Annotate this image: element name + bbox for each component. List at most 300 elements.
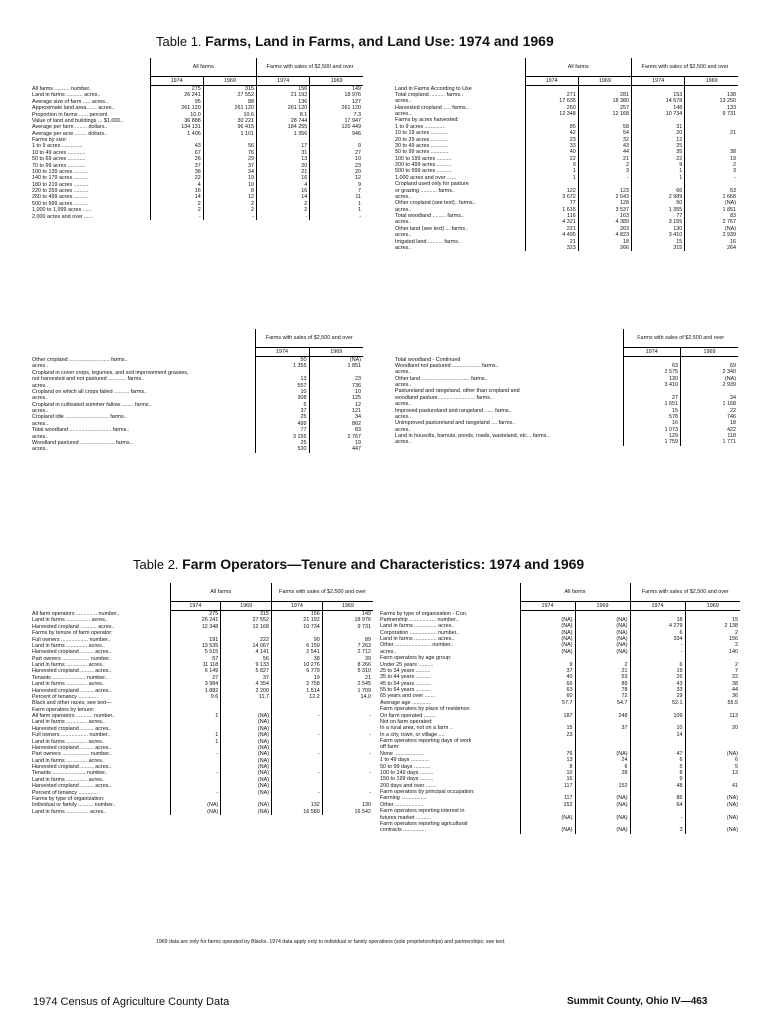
cell-value: 1 651 — [623, 401, 681, 407]
cell-value: 9 — [310, 143, 363, 149]
cell-value: 53 — [575, 674, 630, 680]
cell-value: 89 — [322, 637, 373, 643]
row-label: Average per acre ........ dollars.. — [32, 130, 108, 137]
cell-value: 9 — [310, 182, 363, 188]
row-label: Under 25 years .......... — [380, 661, 434, 668]
row-label: 100 to 139 acres .......... — [32, 168, 89, 175]
t2-y1969-b: 1969 — [322, 602, 373, 611]
cell-value: 2 712 — [322, 649, 373, 655]
cell-value: 2 939 — [681, 382, 739, 388]
row-label: Cropland on which all crops failed .......... farms.. — [32, 388, 148, 395]
cell-value: 128 — [578, 200, 631, 206]
row-label: Farm operators by place of residence: — [380, 706, 471, 713]
table-row — [30, 357, 363, 364]
cell-value: 21 — [685, 130, 738, 136]
cell-value: 27 — [170, 675, 221, 681]
t1r-hdr-sales: Farms with sales of $2,500 and over — [632, 58, 739, 77]
cell-value: 130 — [623, 376, 681, 382]
cell-value: 9 731 — [685, 111, 738, 117]
cell-value: 27 552 — [203, 92, 256, 98]
cell-value: 38 — [272, 656, 323, 662]
cell-value: 26 241 — [170, 617, 221, 623]
cell-value: 20 — [632, 130, 685, 136]
row-label: Woodland not pastured ................... farms.. — [395, 362, 499, 369]
cell-value: 248 — [575, 713, 630, 719]
row-label: Percent of tenancy ............. — [32, 789, 98, 796]
cell-value: 132 — [272, 802, 323, 808]
cell-value: 53 — [685, 188, 738, 194]
row-label: Harvested cropland ......... acres.. — [32, 649, 112, 656]
cell-value: 16 — [520, 776, 575, 782]
cell-value: 6 779 — [272, 668, 323, 674]
cell-value: (NA) — [221, 764, 272, 770]
cell-value: 56 — [221, 656, 272, 662]
cell-value: 946 — [310, 131, 363, 137]
cell-value: (NA) — [221, 732, 272, 738]
cell-value: 13 — [685, 770, 740, 776]
cell-value: 22 — [150, 175, 203, 181]
cell-value: 163 — [578, 213, 631, 219]
table1-upper-left — [30, 58, 363, 220]
row-label: 50 to 99 days ........... — [380, 763, 431, 770]
row-label: In a city, town, or village .... — [380, 731, 445, 738]
row-label: 1,000 acres and over ...... — [395, 174, 457, 181]
cell-value: 578 — [623, 414, 681, 420]
table1-lower-right — [393, 329, 738, 446]
row-label: 500 to 999 acres .......... — [32, 200, 89, 207]
cell-value: 1 — [310, 201, 363, 207]
cell-value: 9 — [525, 162, 578, 168]
cell-value: 69 — [681, 363, 739, 369]
cell-value: 36 — [685, 693, 740, 699]
cell-value: 37 — [203, 163, 256, 169]
cell-value: 15 — [623, 408, 681, 414]
cell-value: 11 — [310, 194, 363, 200]
cell-value: 57.7 — [520, 700, 575, 706]
cell-value: 156 — [272, 611, 323, 618]
cell-value: - — [170, 770, 221, 776]
cell-value: 3 — [685, 168, 738, 174]
cell-value: 257 — [578, 105, 631, 111]
table2-heading: Farm Operators—Tenure and Characteristics: 1974 and 1969 — [182, 556, 585, 572]
row-label: Land in farms .............. acres.. — [32, 642, 105, 649]
row-label: acres.. — [32, 446, 49, 453]
cell-value: 37 — [221, 675, 272, 681]
cell-value: (NA) — [520, 642, 575, 648]
t1ll-y1969: 1969 — [309, 348, 363, 357]
table-row — [30, 446, 363, 452]
cell-value: 10.0 — [150, 112, 203, 118]
cell-value: (NA) — [685, 802, 740, 808]
row-label: Harvested cropland ......... acres.. — [32, 764, 112, 770]
cell-value: 35 — [632, 149, 685, 155]
cell-value: 22 — [525, 156, 578, 162]
row-label: 150 to 199 days ......... — [380, 776, 434, 783]
cell-value: - — [170, 790, 221, 796]
cell-value: 1 — [525, 175, 578, 181]
cell-value: 14 067 — [221, 643, 272, 649]
cell-value: 3 537 — [578, 207, 631, 213]
cell-value: 19 — [309, 440, 363, 446]
cell-value: (NA) — [221, 713, 272, 719]
cell-value: 2 — [203, 201, 256, 207]
footer-left: 1974 Census of Agriculture County Data — [33, 996, 230, 1008]
row-label: or grazing ........... farms.. — [395, 187, 455, 194]
cell-value: - — [272, 732, 323, 738]
cell-value: 14 678 — [632, 98, 685, 104]
cell-value: 148 — [632, 105, 685, 111]
cell-value: 29 — [630, 693, 685, 699]
table2-title — [133, 556, 584, 572]
cell-value: 3 155 — [632, 219, 685, 225]
cell-value: (NA) — [575, 617, 630, 623]
table-row — [393, 439, 738, 445]
cell-value: 12 348 — [525, 111, 578, 117]
row-label: Total woodland ......... farms.. — [395, 213, 464, 219]
row-label: acres.. — [32, 363, 49, 370]
cell-value: 130 — [632, 226, 685, 232]
cell-value: (NA) — [575, 751, 630, 757]
cell-value: - — [630, 649, 685, 655]
cell-value: 222 — [221, 637, 272, 643]
row-label: Average age ............. — [380, 699, 432, 706]
cell-value: 138 — [685, 92, 738, 98]
t1-y1969-b: 1969 — [310, 77, 363, 86]
cell-value: 187 — [520, 713, 575, 719]
row-label: All farm operators .............. number.. — [32, 610, 120, 617]
row-label: 50 to 99 acres ............ — [395, 149, 449, 156]
cell-value: 4 141 — [221, 649, 272, 655]
row-label: Value of land and buildings ... $1,000.. — [32, 117, 124, 124]
row-label: 65 years and over ....... — [380, 693, 436, 700]
cell-value: 1 — [632, 175, 685, 181]
cell-value: 261 120 — [150, 105, 203, 111]
cell-value: 64 — [630, 802, 685, 808]
cell-value: 315 — [203, 86, 256, 93]
row-label: Land in farms .............. acres.. — [32, 681, 105, 688]
row-label: 70 to 99 acres ............ — [32, 162, 86, 169]
cell-value: 8 — [520, 764, 575, 770]
cell-value: 2 — [575, 662, 630, 668]
cell-value: 261 120 — [203, 105, 256, 111]
cell-value: 6 149 — [170, 668, 221, 674]
cell-value: 38 — [150, 169, 203, 175]
cell-value: 3 984 — [170, 681, 221, 687]
cell-value: 12 — [203, 194, 256, 200]
row-label: 50 to 69 acres ............ — [32, 156, 86, 163]
cell-value: 1 668 — [685, 194, 738, 200]
cell-value: 1 771 — [681, 439, 739, 445]
row-label: Farms by tenure of farm operator: — [32, 630, 113, 637]
cell-value: 66 — [520, 681, 575, 687]
cell-value: 13 — [520, 757, 575, 763]
row-label: Other cropland (see text).. farms.. — [395, 200, 476, 207]
row-label: Not on farm operated: — [380, 718, 433, 725]
cell-value: 12 — [632, 137, 685, 143]
cell-value: 1 851 — [685, 207, 738, 213]
t2r-hdr-sales: Farms with sales of $2,500 and over — [630, 583, 740, 602]
cell-value: 14 — [150, 194, 203, 200]
cell-value: 54.7 — [575, 700, 630, 706]
t2-hdr-sales: Farms with sales of $2,500 and over — [272, 583, 374, 602]
cell-value: 4 — [150, 182, 203, 188]
cell-value: 2 — [257, 207, 310, 213]
cell-value: 50 — [632, 200, 685, 206]
cell-value: 16 — [150, 188, 203, 194]
cell-value: 10 — [520, 770, 575, 776]
t1-hdr-sales: Farms with sales of $2,500 and over — [257, 58, 364, 77]
row-label: not harvested and not pastured ............ farms.. — [32, 376, 145, 383]
cell-value: 72 — [575, 693, 630, 699]
cell-value: 557 — [255, 383, 309, 389]
cell-value: 15 — [520, 725, 575, 731]
cell-value: 6 — [575, 764, 630, 770]
cell-value: 281 — [578, 92, 631, 98]
row-label: Land in farms .............. acres.. — [32, 719, 105, 726]
row-label: Total woodland - Continued — [395, 356, 461, 363]
cell-value: 21 — [575, 668, 630, 674]
cell-value: 41 — [685, 783, 740, 789]
cell-value: 221 — [525, 226, 578, 232]
cell-value: 334 — [630, 636, 685, 642]
row-label: Land in farms .............. acres.. — [32, 757, 105, 764]
cell-value: (NA) — [685, 751, 740, 757]
row-label: None .................... — [380, 750, 425, 757]
cell-value: 6 — [630, 662, 685, 668]
row-label: Farms by acres harvested: — [395, 117, 459, 124]
cell-value: (NA) — [520, 636, 575, 642]
cell-value: 109 — [630, 713, 685, 719]
row-label: Other ........................ number.. — [380, 642, 454, 649]
cell-value: (NA) — [520, 617, 575, 623]
row-label: Harvested cropland ......... acres.. — [32, 725, 112, 732]
cell-value: 3 — [578, 168, 631, 174]
cell-value: 7 — [685, 668, 740, 674]
cell-value: 2 200 — [221, 688, 272, 694]
cell-value: 3 672 — [525, 194, 578, 200]
cell-value: 21 — [578, 156, 631, 162]
row-label: Average size of farm ..... acres.. — [32, 98, 108, 105]
cell-value: 1 851 — [309, 363, 363, 369]
row-label: Harvested cropland ..... farms.. — [395, 104, 469, 111]
row-label: acres.. — [32, 433, 49, 440]
cell-value: 16 580 — [272, 809, 323, 815]
cell-value: 13 — [257, 156, 310, 162]
t2-hdr-all: All farms — [170, 583, 272, 602]
cell-value: (NA) — [221, 726, 272, 732]
table1-heading: Farms, Land in Farms, and Land Use: 1974 and 1969 — [205, 33, 554, 49]
cell-value: (NA) — [221, 751, 272, 757]
cell-value: 13 535 — [170, 643, 221, 649]
cell-value: 54 — [578, 130, 631, 136]
cell-value: 83 — [685, 213, 738, 219]
cell-value: 48 — [630, 783, 685, 789]
cell-value: 1 356 — [257, 131, 310, 137]
cell-value: 5 827 — [221, 668, 272, 674]
table-row — [30, 86, 363, 93]
row-label: 35 to 44 years .......... — [380, 674, 431, 681]
cell-value: 5 515 — [170, 649, 221, 655]
cell-value: 37 — [255, 408, 309, 414]
cell-value: 1 168 — [681, 401, 739, 407]
cell-value: 15 — [685, 617, 740, 623]
row-label: Harvested cropland ......... acres.. — [32, 783, 112, 790]
cell-value: (NA) — [575, 827, 630, 833]
row-label: 1 to 49 days ............ — [380, 757, 429, 764]
cell-value: (NA) — [520, 649, 575, 655]
cell-value: 28 — [575, 770, 630, 776]
cell-value: 152 — [575, 783, 630, 789]
row-label: Total woodland ............................ farms.. — [32, 427, 130, 434]
cell-value: - — [272, 790, 323, 796]
cell-value: 121 — [309, 408, 363, 414]
cell-value: 2 340 — [681, 369, 739, 375]
cell-value: 10 — [630, 725, 685, 731]
row-label: 10 to 19 acres ............ — [395, 130, 449, 137]
cell-value: 78 — [575, 687, 630, 693]
row-label: Harvested cropland ......... acres.. — [32, 744, 112, 751]
cell-value: 271 — [525, 92, 578, 98]
table-row — [393, 245, 738, 251]
cell-value: 14.0 — [322, 694, 373, 700]
cell-value: - — [630, 815, 685, 821]
cell-value: 4 495 — [525, 232, 578, 238]
row-label: 500 to 999 acres .......... — [395, 168, 452, 175]
cell-value: 95 — [150, 99, 203, 105]
row-label: Cropland in cultivated summer fallow ........ farms.. — [32, 401, 152, 408]
cell-value: 1 — [170, 713, 221, 719]
cell-value: 746 — [681, 414, 739, 420]
cell-value: 447 — [309, 446, 363, 452]
cell-value: 1 101 — [203, 131, 256, 137]
row-label: acres.. — [395, 193, 412, 200]
row-label: Farms by size: — [32, 137, 68, 143]
t1r-y1974-a: 1974 — [525, 77, 578, 86]
cell-value: 23 — [309, 376, 363, 382]
row-label: Farm operators by age group: — [380, 655, 452, 662]
cell-value: 8 — [630, 770, 685, 776]
row-label: Land in Farms According to Use — [395, 85, 472, 92]
row-label: acres.. — [395, 401, 412, 408]
cell-value: 15 — [632, 239, 685, 245]
row-label: Black and other races, see text— — [32, 700, 112, 707]
cell-value: 2 541 — [272, 649, 323, 655]
row-label: Other ................... — [380, 801, 424, 808]
cell-value: 120 449 — [310, 124, 363, 130]
row-label: Other land ................................ farms.. — [395, 375, 488, 382]
cell-value: 1 — [632, 168, 685, 174]
cell-value: 125 — [309, 395, 363, 401]
table2-label: Table 2. — [133, 557, 179, 572]
row-label: 1 to 9 acres .............. — [395, 123, 446, 130]
cell-value: 19 — [272, 675, 323, 681]
row-label: 30 to 49 acres ............ — [395, 142, 449, 149]
row-label: Tenants ...................... number.. — [32, 770, 108, 777]
cell-value: 30 221 — [203, 118, 256, 124]
table-row — [378, 827, 740, 833]
cell-value: 1 — [525, 168, 578, 174]
row-label: Land in farms .............. acres.. — [32, 662, 105, 668]
cell-value: 77 — [632, 213, 685, 219]
cell-value: 2 758 — [272, 681, 323, 687]
cell-value: 117 — [520, 795, 575, 801]
row-label: Land in farms .............. acres.. — [32, 776, 105, 783]
cell-value: 2 — [578, 162, 631, 168]
cell-value: (NA) — [575, 802, 630, 808]
cell-value: (NA) — [575, 649, 630, 655]
cell-value: 10 734 — [272, 624, 323, 630]
cell-value: 22 — [681, 408, 739, 414]
cell-value: 1 355 — [632, 207, 685, 213]
cell-value: 9 133 — [221, 662, 272, 668]
t1r-hdr-all: All farms — [525, 58, 632, 77]
t1r-y1969-b: 1969 — [685, 77, 738, 86]
row-label: Farms by type of organization - Con. — [380, 610, 468, 617]
cell-value: 12.2 — [272, 694, 323, 700]
cell-value: 9 — [630, 776, 685, 782]
cell-value: 6 — [630, 630, 685, 636]
cell-value: 1 882 — [170, 688, 221, 694]
row-label: Land in farms ............... acres.. — [380, 636, 455, 642]
cell-value: 10 — [310, 156, 363, 162]
cell-value: 4 — [257, 182, 310, 188]
cell-value: 31 — [257, 150, 310, 156]
cell-value: 2 575 — [623, 369, 681, 375]
cell-value: 13 — [255, 376, 309, 382]
row-label: Approximate land area....... acres.. — [32, 105, 115, 112]
cell-value: (NA) — [520, 623, 575, 629]
t1-y1974-b: 1974 — [257, 77, 310, 86]
cell-value: 422 — [681, 427, 739, 433]
cell-value: (NA) — [520, 815, 575, 821]
cell-value: 58 — [578, 124, 631, 130]
cell-value: 6 — [630, 757, 685, 763]
cell-value: 530 — [255, 446, 309, 452]
cell-value: 275 — [170, 611, 221, 618]
row-label: Corporation .................. number.. — [380, 629, 460, 636]
cell-value: (NA) — [221, 809, 272, 815]
cell-value: 1 — [170, 739, 221, 745]
cell-value: 3 410 — [632, 232, 685, 238]
cell-value: 12 168 — [578, 111, 631, 117]
cell-value: 76 — [520, 751, 575, 757]
row-label: Land in farms ........... acres.. — [32, 92, 101, 99]
cell-value: 2 767 — [309, 434, 363, 440]
cell-value: (NA) — [221, 719, 272, 725]
t1-y1974-a: 1974 — [150, 77, 203, 86]
cell-value: 24 — [575, 757, 630, 763]
cell-value: 10 — [203, 182, 256, 188]
cell-value: 17 635 — [525, 98, 578, 104]
cell-value: (NA) — [170, 809, 221, 815]
row-label: All farms .......... number.. — [32, 85, 92, 92]
cell-value: 156 — [685, 636, 740, 642]
t1r-y1969-a: 1969 — [578, 77, 631, 86]
cell-value: 116 — [525, 213, 578, 219]
cell-value: 60 — [520, 693, 575, 699]
cell-value: 1 — [170, 732, 221, 738]
cell-value: 153 — [632, 92, 685, 98]
cell-value: - — [150, 214, 203, 220]
cell-value: 129 — [623, 433, 681, 439]
cell-value: 323 — [525, 245, 578, 251]
cell-value: 6 159 — [272, 643, 323, 649]
t2r-y1969-a: 1969 — [575, 602, 630, 611]
cell-value: 16 — [623, 420, 681, 426]
cell-value: 134 131 — [150, 124, 203, 130]
cell-value: 12 348 — [170, 624, 221, 630]
row-label: Average per farm ........ dollars.. — [32, 124, 108, 131]
